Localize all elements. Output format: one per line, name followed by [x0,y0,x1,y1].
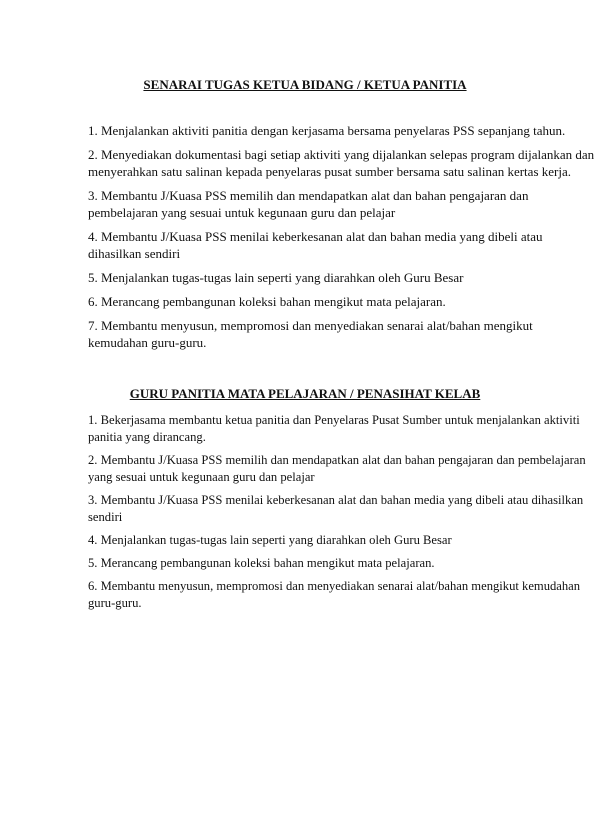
list-item [88,452,586,486]
item-line: 7. Membantu menyusun, mempromosi dan menyediakan senarai alat/bahan mengikut [88,318,533,333]
item-line: 4. Membantu J/Kuasa PSS menilai keberkesanan alat dan bahan media yang dibeli atau [88,229,543,244]
list-item [88,555,538,572]
item-line: 1. Bekerjasama membantu ketua panitia dan Penyelaras Pusat Sumber untuk menjalankan aktiviti [88,413,580,427]
item-line: 4. Menjalankan tugas-tugas lain seperti yang diarahkan oleh Guru Besar [88,533,452,547]
item-line: pembelajaran yang sesuai untuk kegunaan guru dan pelajar [88,205,396,220]
item-line: 5. Menjalankan tugas-tugas lain seperti yang diarahkan oleh Guru Besar [88,270,464,285]
item-line: 3. Membantu J/Kuasa PSS memilih dan mendapatkan alat dan bahan pengajaran dan [88,188,529,203]
list-item [88,146,595,180]
item-line: 6. Merancang pembangunan koleksi bahan mengikut mata pelajaran. [88,294,446,309]
item-line: sendiri [88,510,123,524]
item-line: 2. Membantu J/Kuasa PSS memilih dan mendapatkan alat dan bahan pengajaran dan pembelajaran [88,453,586,467]
section1-title: SENARAI TUGAS KETUA BIDANG / KETUA PANITIA [143,77,467,92]
list-item [88,532,538,549]
section1-list [88,122,595,358]
list-item [88,269,538,286]
item-line: 5. Merancang pembangunan koleksi bahan mengikut mata pelajaran. [88,556,435,570]
item-line: 2. Menyediakan dokumentasi bagi setiap aktiviti yang dijalankan selepas program dijalankan dan [88,147,595,162]
item-line: menyerahkan satu salinan kepada penyelaras pusat sumber bersama satu salinan kertas kerja. [88,164,571,179]
section2-list [88,412,586,618]
list-item [88,187,538,221]
item-line: panitia yang dirancang. [88,430,206,444]
list-item [88,412,580,446]
list-item [88,492,584,526]
item-line: 1. Menjalankan aktiviti panitia dengan kerjasama bersama penyelaras PSS sepanjang tahun. [88,123,566,138]
item-line: dihasilkan sendiri [88,246,181,261]
list-item [88,317,538,351]
item-line: 3. Membantu J/Kuasa PSS menilai keberkesanan alat dan bahan media yang dibeli atau dihasilkan [88,493,584,507]
list-item [88,122,566,139]
item-line: 6. Membantu menyusun, mempromosi dan menyediakan senarai alat/bahan mengikut kemudahan [88,579,581,593]
item-line: kemudahan guru-guru. [88,335,207,350]
list-item [88,293,538,310]
item-line: guru-guru. [88,596,142,610]
section2-title: GURU PANITIA MATA PELAJARAN / PENASIHAT KELAB [129,386,481,401]
list-item [88,578,581,612]
list-item [88,228,543,262]
item-line: yang sesuai untuk kegunaan guru dan pelajar [88,470,315,484]
